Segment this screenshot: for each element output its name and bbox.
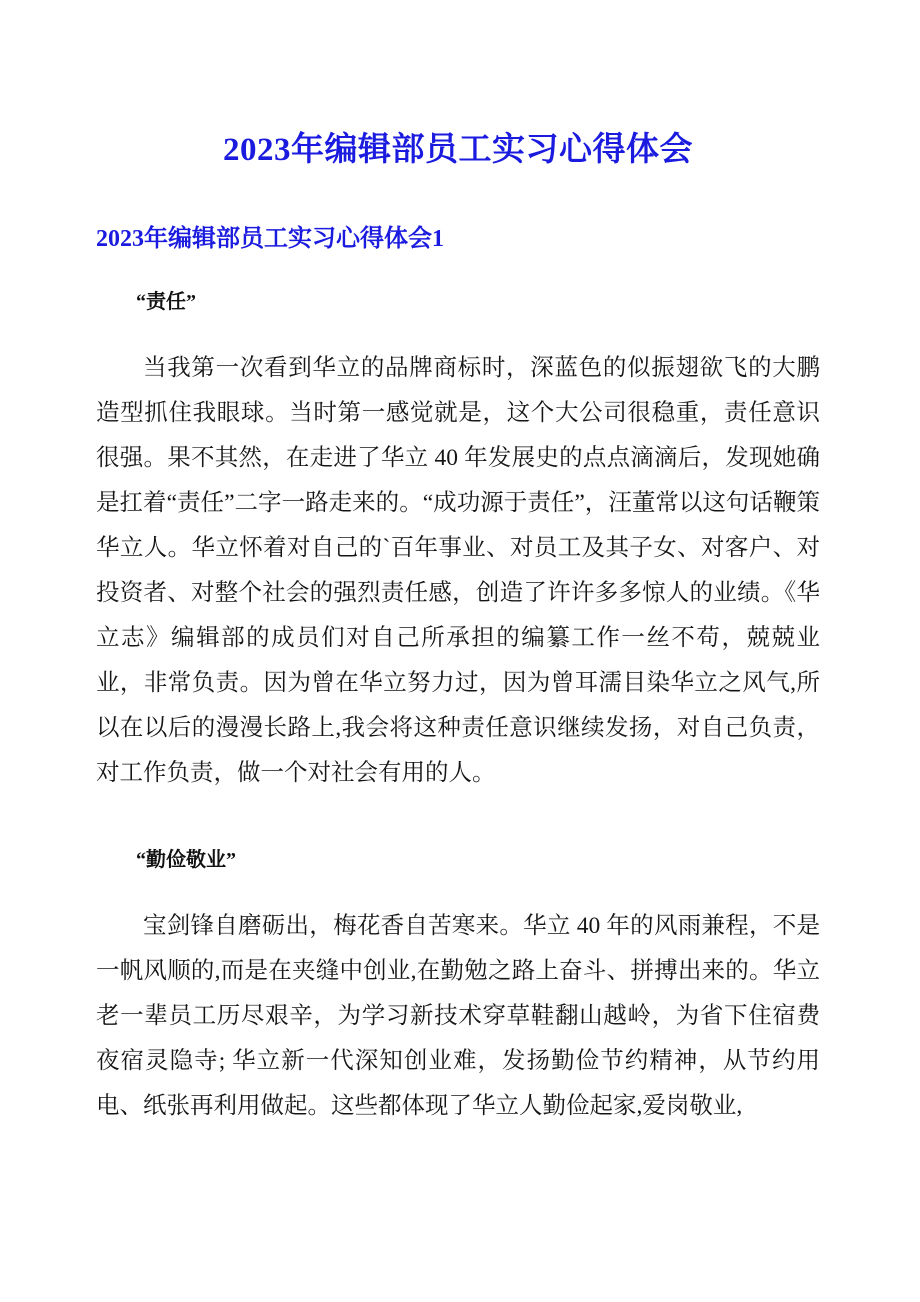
section-paragraph-diligence: 宝剑锋自磨砺出，梅花香自苦寒来。华立 40 年的风雨兼程，不是一帆风顺的,而是在夹缝中创业,在勤勉之路上奋斗、拼搏出来的。华立老一辈员工历尽艰辛，为学习新技术穿草鞋翻山越岭，为省下住宿费夜宿灵隐寺; 华立新一代深知创业难，发扬勤俭节约精神，从节约用电、纸张再利用做起。这些都体现了华立人勤俭起家,爱岗敬业,	[96, 913, 820, 1119]
section-heading-responsibility: “责任”	[136, 291, 196, 313]
section-paragraph-responsibility: 当我第一次看到华立的品牌商标时，深蓝色的似振翅欲飞的大鹏造型抓住我眼球。当时第一感觉就是，这个大公司很稳重，责任意识很强。果不其然，在走进了华立 40 年发展史的点点滴滴后，发现她确是扛着“责任”二字一路走来的。“成功源于责任”，汪董常以这句话鞭策华立人。华立怀着对自己的`百年事业、对员工及其子女、对客户、对投资者、对整个社会的强烈责任感，创造了许许多多惊人的业绩。《华立志》编辑部的成员们对自己所承担的编纂工作一丝不苟，兢兢业业，非常负责。因为曾在华立努力过，因为曾耳濡目染华立之风气,所以在以后的漫漫长路上,我会将这种责任意识继续发扬，对自己负责，对工作负责，做一个对社会有用的人。	[96, 355, 820, 786]
page-title: 2023年编辑部员工实习心得体会	[223, 132, 693, 168]
paragraph-spacer	[96, 796, 820, 814]
section-heading-diligence: “勤俭敬业”	[136, 849, 236, 871]
document-content	[96, 0, 820, 1129]
document-subtitle: 2023年编辑部员工实习心得体会1	[96, 226, 444, 252]
